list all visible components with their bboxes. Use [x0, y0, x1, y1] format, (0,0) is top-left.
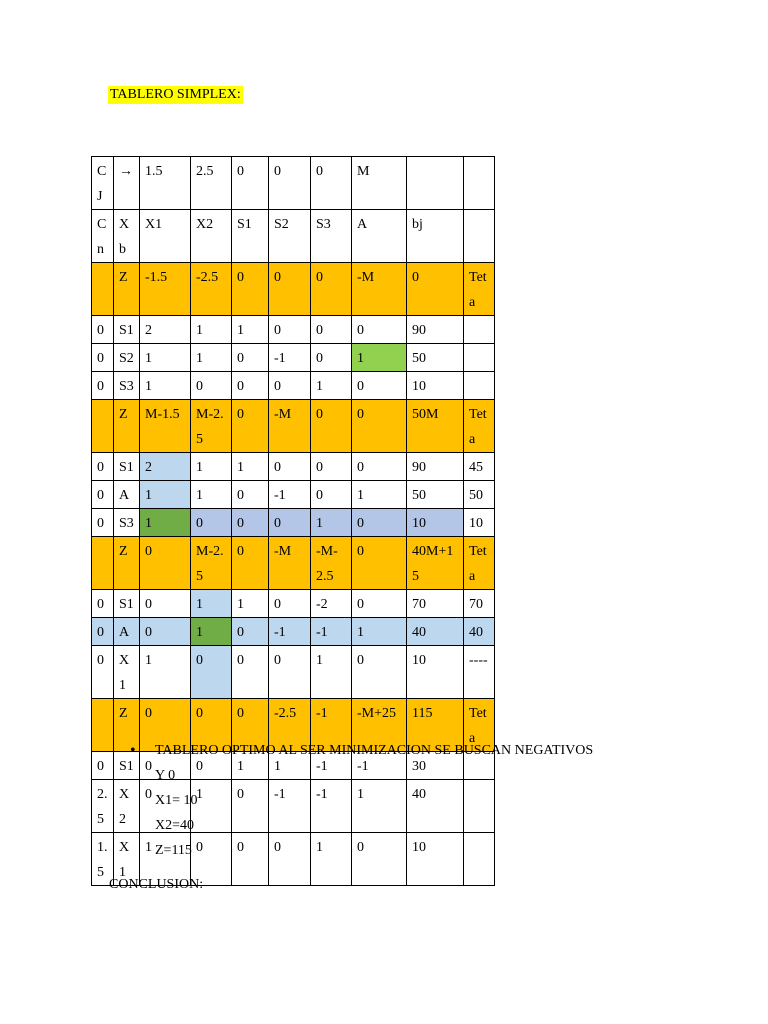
table-cell: 50	[407, 344, 464, 372]
table-cell: 1	[311, 372, 352, 400]
table-row	[92, 646, 495, 699]
table-cell: Z	[114, 537, 140, 590]
table-cell: 1	[191, 618, 232, 646]
table-cell: M-2.5	[191, 537, 232, 590]
table-cell: 0	[232, 537, 269, 590]
table-cell: 40	[464, 618, 495, 646]
table-cell: 1	[191, 780, 232, 833]
table-cell: 0	[352, 316, 407, 344]
table-cell: Teta	[464, 537, 495, 590]
table-cell: →	[114, 157, 140, 210]
table-cell: 0	[232, 344, 269, 372]
table-cell: 0	[269, 453, 311, 481]
table-cell: 50	[407, 481, 464, 509]
table-row	[92, 590, 495, 618]
table-cell: -2.5	[269, 699, 311, 752]
table-cell: bj	[407, 210, 464, 263]
table-cell: 2.5	[191, 157, 232, 210]
table-cell: S1	[114, 453, 140, 481]
table-cell	[92, 263, 114, 316]
table-cell: S2	[269, 210, 311, 263]
table-cell: 0	[269, 509, 311, 537]
table-cell: 1	[191, 481, 232, 509]
table-cell: 0	[311, 316, 352, 344]
table-cell: 10	[464, 509, 495, 537]
bullet-dot-icon: •	[130, 742, 136, 759]
table-cell: 40M+15	[407, 537, 464, 590]
table-cell: 0	[269, 157, 311, 210]
table-cell: M	[352, 157, 407, 210]
table-cell: S1	[114, 316, 140, 344]
table-cell: 0	[352, 509, 407, 537]
bullet-line: X2=40	[155, 818, 195, 833]
table-cell: 1	[352, 481, 407, 509]
table-cell: 0	[140, 537, 191, 590]
table-cell: 1	[191, 344, 232, 372]
table-cell: 45	[464, 453, 495, 481]
table-cell: 0	[407, 263, 464, 316]
table-cell: 0	[352, 590, 407, 618]
table-cell: 0	[311, 344, 352, 372]
table-cell: 0	[191, 752, 232, 780]
table-cell: -1.5	[140, 263, 191, 316]
table-cell: 40	[407, 780, 464, 833]
table-cell	[464, 372, 495, 400]
table-cell: 1	[140, 646, 191, 699]
table-cell: Teta	[464, 400, 495, 453]
table-cell: 1	[311, 509, 352, 537]
table-cell: 0	[92, 752, 114, 780]
table-cell: 0	[311, 263, 352, 316]
table-cell: 0	[269, 263, 311, 316]
table-cell: M-2.5	[191, 400, 232, 453]
bullet-line: X1= 10	[155, 793, 198, 808]
table-cell: 0	[191, 372, 232, 400]
table-cell: 0	[232, 263, 269, 316]
table-row	[92, 344, 495, 372]
table-cell: X1	[114, 646, 140, 699]
table-row	[92, 157, 495, 210]
bullet-line: Y 0	[155, 768, 176, 783]
table-cell: 0	[232, 780, 269, 833]
table-cell: -1	[311, 618, 352, 646]
table-cell: Xb	[114, 210, 140, 263]
table-cell: 0	[269, 590, 311, 618]
table-cell: -1	[311, 699, 352, 752]
table-cell: 1	[191, 316, 232, 344]
table-cell: 0	[191, 833, 232, 886]
table-cell: 1	[352, 780, 407, 833]
table-cell: -1	[269, 344, 311, 372]
table-cell: 0	[140, 618, 191, 646]
table-cell: A	[114, 618, 140, 646]
table-cell: -1	[269, 481, 311, 509]
table-cell: 70	[464, 590, 495, 618]
table-cell: X1	[140, 210, 191, 263]
table-cell: 0	[232, 833, 269, 886]
table-cell: 0	[140, 752, 191, 780]
table-row	[92, 263, 495, 316]
table-cell: S1	[232, 210, 269, 263]
table-cell	[464, 157, 495, 210]
table-row	[92, 509, 495, 537]
bullet-line: TABLERO OPTIMO AL SER MINIMIZACION SE BUSCAN NEGATIVOS	[155, 743, 594, 758]
table-cell: 0	[191, 646, 232, 699]
table-cell: Z	[114, 699, 140, 752]
table-cell: 1	[352, 344, 407, 372]
table-cell: 0	[269, 646, 311, 699]
table-cell: 1	[140, 344, 191, 372]
table-cell: 0	[92, 481, 114, 509]
table-cell: 1	[140, 833, 191, 886]
table-cell: 0	[92, 590, 114, 618]
table-cell: 1.5	[92, 833, 114, 886]
table-cell: -1	[311, 752, 352, 780]
table-cell: 0	[232, 157, 269, 210]
table-cell: 0	[232, 509, 269, 537]
table-cell: 1	[140, 481, 191, 509]
table-cell: 10	[407, 833, 464, 886]
table-cell: 0	[92, 453, 114, 481]
table-cell: X1	[114, 833, 140, 886]
table-cell: 1	[140, 509, 191, 537]
table-cell: 0	[269, 833, 311, 886]
table-cell: 90	[407, 453, 464, 481]
table-cell: 0	[191, 699, 232, 752]
table-cell: 1	[232, 752, 269, 780]
table-cell: 1	[191, 453, 232, 481]
table-cell: S1	[114, 590, 140, 618]
table-cell: 0	[140, 780, 191, 833]
table-cell: 50M	[407, 400, 464, 453]
table-cell: 0	[232, 618, 269, 646]
table-cell: Teta	[464, 263, 495, 316]
table-cell	[464, 316, 495, 344]
table-cell: S2	[114, 344, 140, 372]
table-cell: 40	[407, 618, 464, 646]
table-cell: 0	[232, 699, 269, 752]
table-cell: 10	[407, 509, 464, 537]
table-cell: 0	[352, 537, 407, 590]
table-cell: 0	[92, 372, 114, 400]
table-cell: 0	[92, 509, 114, 537]
table-cell: 0	[92, 316, 114, 344]
table-cell: 0	[232, 372, 269, 400]
table-cell: 0	[191, 509, 232, 537]
table-cell: 1	[232, 590, 269, 618]
table-row	[92, 400, 495, 453]
table-cell: A	[352, 210, 407, 263]
table-cell: Cn	[92, 210, 114, 263]
table-cell: -M	[269, 537, 311, 590]
table-cell: 1	[191, 590, 232, 618]
table-cell: CJ	[92, 157, 114, 210]
table-cell: 0	[311, 400, 352, 453]
table-cell: 0	[269, 372, 311, 400]
table-cell: ----	[464, 646, 495, 699]
table-row	[92, 453, 495, 481]
table-row	[92, 316, 495, 344]
table-cell: 0	[352, 453, 407, 481]
table-cell: -1	[269, 618, 311, 646]
conclusion-label: CONCLUSION:	[109, 877, 204, 892]
table-cell: -M	[352, 263, 407, 316]
table-cell: 0	[352, 646, 407, 699]
table-cell: X2	[114, 780, 140, 833]
table-cell: Z	[114, 400, 140, 453]
table-row	[92, 618, 495, 646]
table-cell	[464, 344, 495, 372]
table-row	[92, 210, 495, 263]
table-row	[92, 537, 495, 590]
table-cell: 0	[140, 590, 191, 618]
table-cell: -1	[269, 780, 311, 833]
table-cell: 1	[232, 453, 269, 481]
table-cell: -2.5	[191, 263, 232, 316]
table-cell: -M	[269, 400, 311, 453]
table-cell: -1	[352, 752, 407, 780]
table-cell: M-1.5	[140, 400, 191, 453]
table-cell: 10	[407, 372, 464, 400]
table-cell	[92, 537, 114, 590]
table-cell: Teta	[464, 699, 495, 752]
table-cell: 0	[140, 699, 191, 752]
table-cell: 50	[464, 481, 495, 509]
table-cell: -2	[311, 590, 352, 618]
table-row	[92, 372, 495, 400]
table-cell: 30	[407, 752, 464, 780]
table-cell: 1	[140, 372, 191, 400]
table-cell: 0	[92, 618, 114, 646]
table-cell: -M+25	[352, 699, 407, 752]
table-row	[92, 481, 495, 509]
table-cell: 0	[232, 646, 269, 699]
table-cell: 0	[232, 400, 269, 453]
table-cell: 0	[352, 372, 407, 400]
table-cell: 0	[92, 344, 114, 372]
table-cell	[92, 400, 114, 453]
table-cell: 0	[311, 453, 352, 481]
table-cell: 1	[232, 316, 269, 344]
table-cell: -1	[311, 780, 352, 833]
table-cell: 0	[311, 157, 352, 210]
table-cell: 2	[140, 316, 191, 344]
bullet-line: Z=115	[155, 843, 192, 858]
table-cell: 0	[352, 400, 407, 453]
table-cell: 2	[140, 453, 191, 481]
table-cell: 1	[311, 833, 352, 886]
table-cell: A	[114, 481, 140, 509]
table-cell: S1	[114, 752, 140, 780]
table-cell	[92, 699, 114, 752]
table-cell: 10	[407, 646, 464, 699]
table-cell: 0	[311, 481, 352, 509]
table-cell: 0	[269, 316, 311, 344]
table-cell: 1.5	[140, 157, 191, 210]
table-cell: Z	[114, 263, 140, 316]
page-heading: TABLERO SIMPLEX:	[110, 87, 241, 102]
table-cell: X2	[191, 210, 232, 263]
table-cell: 115	[407, 699, 464, 752]
table-cell: -M-2.5	[311, 537, 352, 590]
table-cell	[407, 157, 464, 210]
table-cell: 0	[352, 833, 407, 886]
table-cell: 0	[232, 481, 269, 509]
table-cell: 1	[352, 618, 407, 646]
table-cell: 70	[407, 590, 464, 618]
table-cell: 1	[269, 752, 311, 780]
table-cell: 2.5	[92, 780, 114, 833]
table-cell: S3	[311, 210, 352, 263]
table-cell: 90	[407, 316, 464, 344]
table-cell: 1	[311, 646, 352, 699]
table-cell: S3	[114, 509, 140, 537]
table-cell: S3	[114, 372, 140, 400]
table-cell	[464, 210, 495, 263]
table-cell: 0	[92, 646, 114, 699]
